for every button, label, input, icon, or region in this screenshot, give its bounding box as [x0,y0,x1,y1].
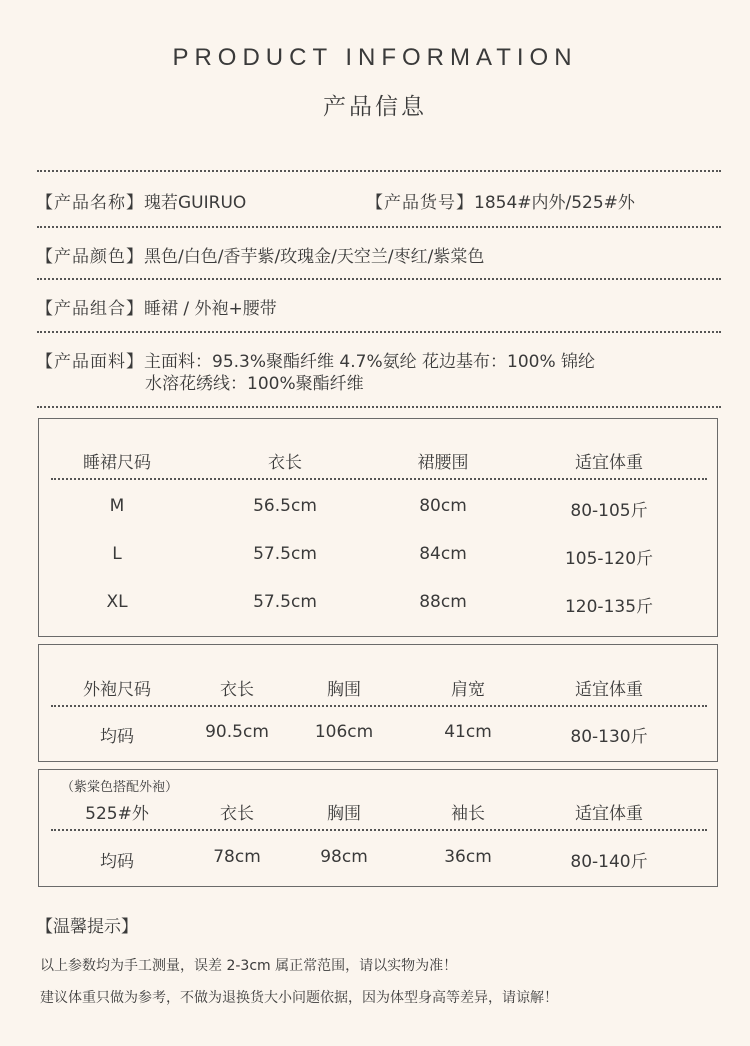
table-cell: 80cm [419,496,467,516]
tip-line: 建议体重只做为参考，不做为退换货大小问题依据，因为体型身高等差异，请谅解！ [40,990,558,1006]
table-header-cell: 外袍尺码 [83,680,151,700]
table-divider [51,829,707,831]
table-cell: 120-135斤 [564,597,654,617]
table-cell: 90.5cm [205,722,269,742]
product-fabric-line1: 主面料：95.3%聚酯纤维 4.7%氨纶 花边基布：100% 锦纶 [144,352,596,372]
table-divider [51,478,707,480]
table-note: （紫棠色搭配外袍） [61,780,179,795]
table-header-cell: 525#外 [85,804,149,824]
product-combo-row [36,294,277,319]
table-cell: 57.5cm [253,592,317,612]
table-cell: 105-120斤 [564,549,654,569]
divider [37,278,721,280]
tips-title: 【温馨提示】 [36,917,138,937]
product-code-row [366,188,635,213]
table-cell: 80-140斤 [570,852,648,872]
table-cell: 98cm [320,847,368,867]
product-color-row [36,242,484,267]
table-cell: 106cm [314,722,374,742]
table-cell: 均码 [100,727,134,747]
product-name-value: 瑰若GUIRUO [144,193,247,213]
table-cell: 88cm [419,592,467,612]
product-color-label: 【产品颜色】 [36,247,144,267]
divider [37,406,721,408]
dress-size-table [38,418,718,637]
table-header-cell: 适宜体重 [575,804,643,824]
product-code-value: 1854#内外/525#外 [474,193,635,213]
product-combo-label: 【产品组合】 [36,299,144,319]
table-divider [51,705,707,707]
table-cell: M [109,496,125,516]
table-cell: 80-105斤 [570,501,648,521]
table-header-cell: 衣长 [220,680,254,700]
outer-525-size-table [38,769,718,887]
table-header-cell: 裙腰围 [417,453,469,473]
table-cell: 41cm [444,722,492,742]
table-header-cell: 袖长 [451,804,485,824]
product-name-label: 【产品名称】 [36,193,144,213]
table-header-cell: 胸围 [327,680,361,700]
product-fabric-label: 【产品面料】 [36,352,144,372]
robe-size-table [38,644,718,762]
table-cell: 均码 [100,852,134,872]
table-cell: 36cm [444,847,492,867]
table-header-cell: 衣长 [268,453,302,473]
table-cell: XL [106,592,128,612]
table-cell: 57.5cm [253,544,317,564]
divider [37,170,721,172]
product-code-label: 【产品货号】 [366,193,474,213]
table-header-cell: 适宜体重 [575,680,643,700]
divider [37,331,721,333]
product-name-row [36,188,246,213]
table-cell: 80-130斤 [570,727,648,747]
product-color-value: 黑色/白色/香芋紫/玫瑰金/天空兰/枣红/紫棠色 [144,247,485,267]
table-header-cell: 睡裙尺码 [83,453,151,473]
table-header-cell: 衣长 [220,804,254,824]
table-header-cell: 胸围 [327,804,361,824]
table-cell: L [112,544,122,564]
table-cell: 56.5cm [253,496,317,516]
table-header-cell: 适宜体重 [575,453,643,473]
table-cell: 84cm [419,544,467,564]
page-title-zh: 产品信息 [323,94,427,120]
table-header-cell: 肩宽 [451,680,485,700]
product-fabric-line2: 水溶花绣线：100%聚酯纤维 [145,374,364,394]
product-combo-value: 睡裙 / 外袍+腰带 [144,299,277,319]
divider [37,226,721,228]
page-title-en: PRODUCT INFORMATION [172,44,578,71]
table-cell: 78cm [213,847,261,867]
tip-line: 以上参数均为手工测量，误差 2-3cm 属正常范围，请以实物为准！ [40,958,458,974]
